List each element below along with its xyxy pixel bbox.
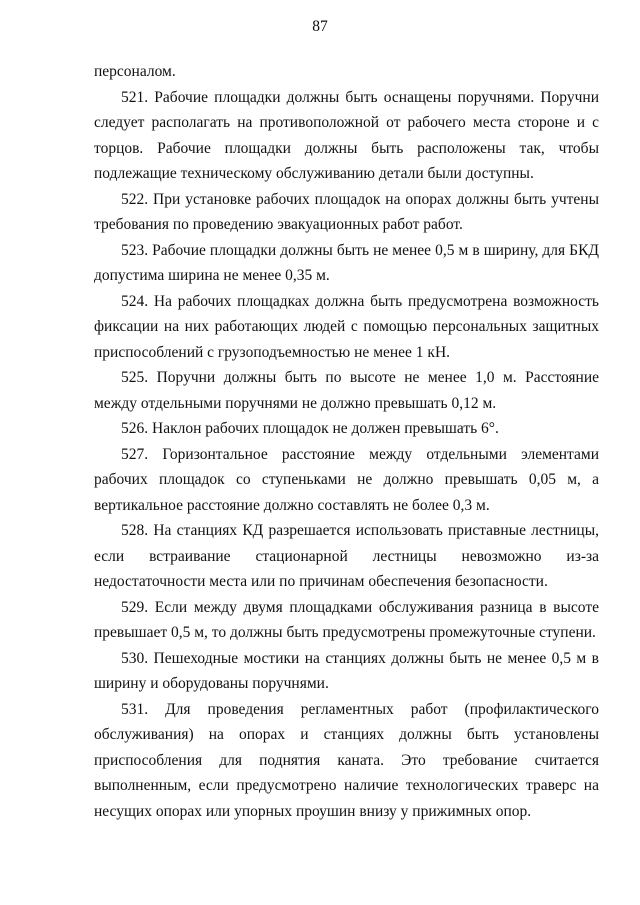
paragraph-522: 522. При установке рабочих площадок на опорах должны быть учтены требования по проведению эвакуационных работ работ.	[94, 190, 599, 233]
paragraph-531: 531. Для проведения регламентных работ (профилактического обслуживания) на опорах и станциях должны быть установлены приспособления для поднятия каната. Это требование считается выполненным, если предусмотрено наличие технологических траверс на несущих опорах или упорных проушин внизу у прижимных опор.	[94, 700, 599, 820]
paragraph-530: 530. Пешеходные мостики на станциях должны быть не менее 0,5 м в ширину и оборудованы поручнями.	[94, 649, 599, 692]
paragraph-528: 528. На станциях КД разрешается использовать приставные лестницы, если встраивание стационарной лестницы невозможно из-за недостаточности места или по причинам обеспечения безопасности.	[94, 522, 599, 590]
paragraph-continuation: персоналом.	[94, 63, 176, 80]
paragraph-525: 525. Поручни должны быть по высоте не менее 1,0 м. Расстояние между отдельными поручнями не должно превышать 0,12 м.	[94, 369, 599, 412]
paragraph-526: 526. Наклон рабочих площадок не должен превышать 6°.	[121, 420, 499, 437]
paragraph-523: 523. Рабочие площадки должны быть не менее 0,5 м в ширину, для БКД допустима ширина не менее 0,35 м.	[94, 241, 599, 284]
paragraph-529: 529. Если между двумя площадками обслуживания разница в высоте превышает 0,5 м, то должны быть предусмотрены промежуточные ступени.	[94, 598, 599, 641]
page-number: 87	[312, 18, 328, 35]
paragraph-527: 527. Горизонтальное расстояние между отдельными элементами рабочих площадок со ступеньками не должно превышать 0,05 м, а вертикальное расстояние должно составлять не более 0,3 м.	[94, 445, 599, 514]
paragraph-521: 521. Рабочие площадки должны быть оснащены поручнями. Поручни следует располагать на противоположной от рабочего места стороне и с торцов. Рабочие площадки должны быть расположены так, чтобы подлежащие техническому обслуживанию детали были доступны.	[94, 88, 599, 182]
document-body	[94, 59, 599, 824]
paragraph-524: 524. На рабочих площадках должна быть предусмотрена возможность фиксации на них работающих людей с помощью персональных защитных приспособлений с грузоподъемностью не менее 1 кН.	[94, 292, 599, 361]
